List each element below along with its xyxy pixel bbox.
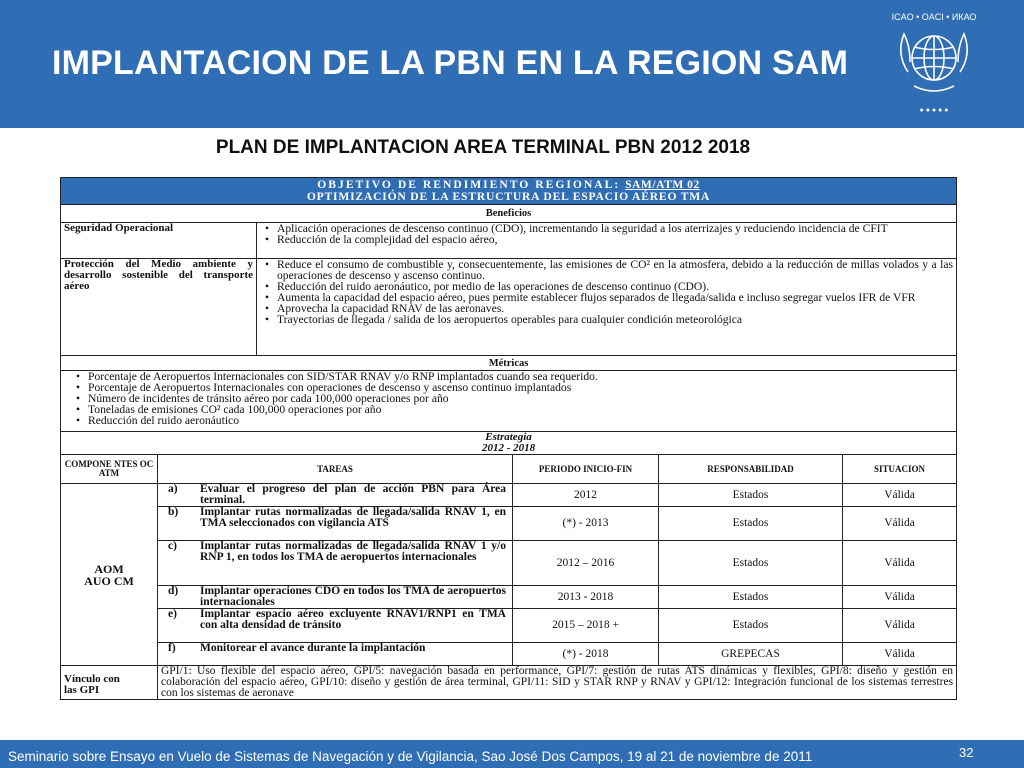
task-status: Válida <box>843 586 957 609</box>
task-cell: e) Implantar espacio aéreo excluyente RNAV1/RNP1 en TMA con alta densidad de tránsito <box>158 609 513 643</box>
objective-prefix: OBJETIVO DE RENDIMIENTO REGIONAL: <box>317 178 626 191</box>
footer-text: Seminario sobre Ensayo en Vuelo de Sistemas de Navegación y de Vigilancia, Sao José Dos Campos, 19 al 21 de noviembre de 2011 <box>8 749 813 764</box>
beneficio-item: • Reducción del ruido aeronáutico, por medio de las operaciones de descenso continuo (CDO). <box>277 281 953 292</box>
task-period: 2013 - 2018 <box>513 586 659 609</box>
componentes-cell: AOM AUO CM <box>61 484 158 666</box>
table-row <box>61 484 957 507</box>
task-status: Válida <box>843 484 957 507</box>
metrica-item: • Porcentaje de Aeropuertos Internacionales con operaciones de descenso y ascenso continuo implantados <box>88 382 953 393</box>
estrategia-period: 2012 - 2018 <box>481 442 536 454</box>
table-row <box>61 643 957 666</box>
slide-title: IMPLANTACION DE LA PBN EN LA REGION SAM <box>52 44 849 82</box>
beneficio-item: • Aprovecha la capacidad RNAV de las aeronaves. <box>277 303 953 314</box>
table-row <box>61 507 957 541</box>
metricas-list <box>64 371 953 426</box>
vinculo-label: Vínculo con las GPI <box>61 666 158 700</box>
task-cell: f) Monitorear el avance durante la implantación <box>158 643 513 666</box>
beneficio-label: Protección del Medio ambiente y desarrollo sostenible del transporte aéreo <box>61 259 257 356</box>
implementation-plan-table <box>60 177 957 700</box>
task-cell: a) Evaluar el progreso del plan de acción PBN para Área terminal. <box>158 484 513 507</box>
metrica-item: • Reducción del ruido aeronáutico <box>88 415 953 426</box>
vinculo-text: GPI/1: Uso flexible del espacio aéreo, GPI/5: navegación basada en performance, GPI/7: gestión de rutas ATS dinámicas y flexibles, GPI/8: diseño y gestión en colaboración del espacio aéreo, GPI/10: diseño y gestión de área terminal, GPI/11: SID y STAR RNP y RNAV y GPI/12: Integración funcional de los sistemas terrestres con los sistemas de aeronave <box>158 666 957 700</box>
task-responsible: Estados <box>659 609 843 643</box>
table-row <box>61 609 957 643</box>
metrica-item: • Toneladas de emisiones CO² cada 100,000 operaciones por año <box>88 404 953 415</box>
task-responsible: Estados <box>659 507 843 541</box>
task-status: Válida <box>843 541 957 586</box>
beneficio-list <box>260 223 953 245</box>
task-period: (*) - 2018 <box>513 643 659 666</box>
task-period: (*) - 2013 <box>513 507 659 541</box>
task-responsible: Estados <box>659 541 843 586</box>
objective-name: OPTIMIZACIÓN DE LA ESTRUCTURA DEL ESPACIO AÉREO TMA <box>306 190 711 203</box>
task-period: 2015 – 2018 + <box>513 609 659 643</box>
task-cell: b) Implantar rutas normalizadas de llegada/salida RNAV 1, en TMA seleccionados con vigilancia ATS <box>158 507 513 541</box>
objective-code: SAM/ATM 02 <box>625 178 700 191</box>
icao-emblem-icon <box>874 6 994 122</box>
task-cell: c) Implantar rutas normalizadas de llegada/salida RNAV 1 y/o RNP 1, en todos los TMA de aeropuertos internacionales <box>158 541 513 586</box>
task-status: Válida <box>843 507 957 541</box>
metrica-item: • Número de incidentes de tránsito aéreo por cada 100,000 operaciones por año <box>88 393 953 404</box>
table-row <box>61 586 957 609</box>
logo-text: ICAO • OACI • ИКАО <box>891 12 977 22</box>
table-row <box>61 541 957 586</box>
beneficio-item: • Aplicación operaciones de descenso continuo (CDO), incrementando la seguridad a los aterrizajes y reduciendo incidencia de CFIT <box>277 223 953 234</box>
slide-subtitle: PLAN DE IMPLANTACION AREA TERMINAL PBN 2012 2018 <box>215 137 751 158</box>
col-header-componentes: COMPONE NTES OC ATM <box>61 455 158 484</box>
slide-header <box>0 0 1024 128</box>
beneficio-item: • Trayectorias de llegada / salida de los aeropuertos operables para cualquier condición meteorológica <box>277 314 953 325</box>
task-responsible: Estados <box>659 586 843 609</box>
task-status: Válida <box>843 609 957 643</box>
beneficio-item: • Reducción de la complejidad del espacio aéreo, <box>277 234 953 245</box>
task-responsible: GREPECAS <box>659 643 843 666</box>
metrica-item: • Porcentaje de Aeropuertos Internacionales con SID/STAR RNAV y/o RNP implantados cuando sea requerido. <box>88 371 953 382</box>
task-cell: d) Implantar operaciones CDO en todos los TMA de aeropuertos internacionales <box>158 586 513 609</box>
task-period: 2012 – 2016 <box>513 541 659 586</box>
beneficio-list <box>260 259 953 325</box>
beneficio-label: Seguridad Operacional <box>61 223 257 259</box>
objective-header <box>61 178 957 205</box>
col-header-responsabilidad: RESPONSABILIDAD <box>659 455 843 484</box>
beneficio-item: • Reduce el consumo de combustible y, consecuentemente, las emisiones de CO² en la atmosfera, debido a la reducción de millas volados y a las operaciones de descenso y ascenso continuo. <box>277 259 953 281</box>
beneficios-heading: Beneficios <box>61 205 957 223</box>
svg-text:● ● ● ● ●: ● ● ● ● ● <box>919 107 949 114</box>
col-header-tareas: TAREAS <box>158 455 513 484</box>
page-number: 32 <box>959 745 974 760</box>
col-header-periodo: PERIODO INICIO-FIN <box>513 455 659 484</box>
task-status: Válida <box>843 643 957 666</box>
slide-footer <box>0 740 1024 768</box>
estrategia-heading: Estrategia 2012 - 2018 <box>61 432 957 455</box>
task-period: 2012 <box>513 484 659 507</box>
col-header-situacion: SITUACION <box>843 455 957 484</box>
task-responsible: Estados <box>659 484 843 507</box>
metricas-heading: Métricas <box>61 356 957 371</box>
beneficio-item: • Aumenta la capacidad del espacio aéreo, pues permite establecer flujos separados de llegada/salida e incluso segregar vuelos IFR de VFR <box>277 292 953 303</box>
